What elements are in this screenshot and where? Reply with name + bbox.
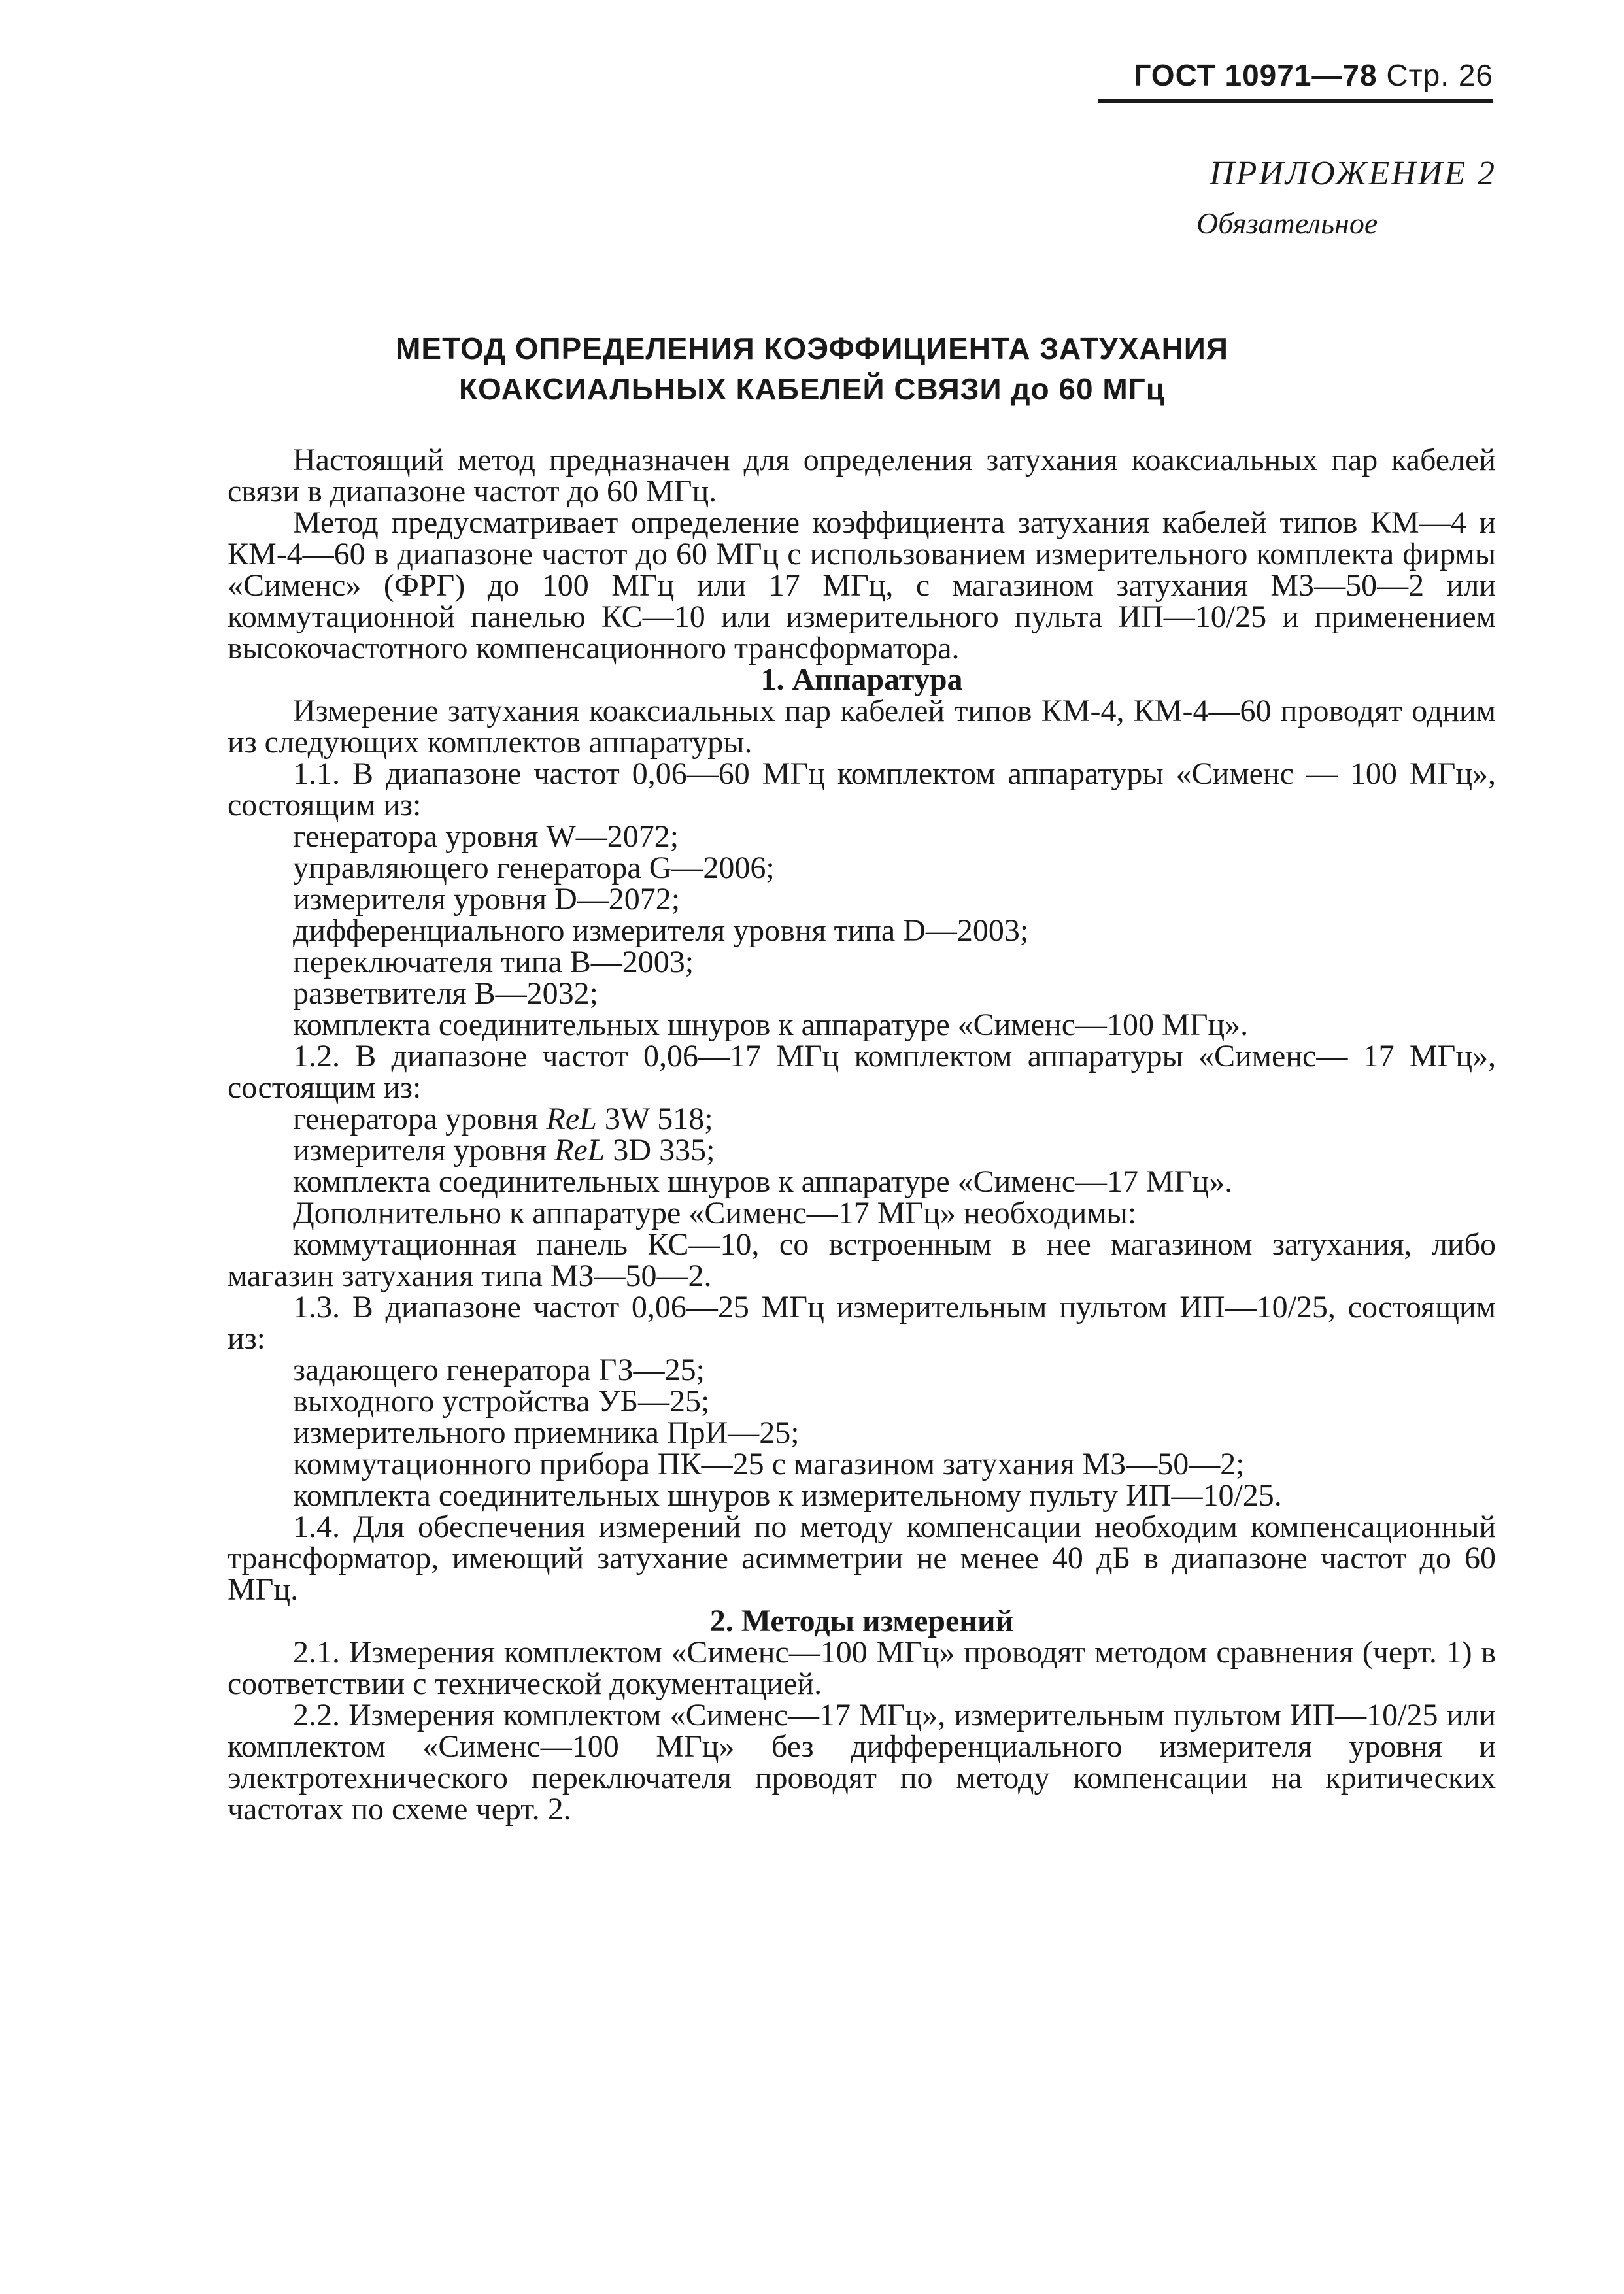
list-item: генератора уровня W—2072; [293,819,679,854]
list-item-text: генератора уровня [293,1102,547,1136]
list-item: переключателя типа В—2003; [293,945,694,979]
document-body [228,445,1496,1825]
list-item: разветвителя В—2032; [293,976,598,1011]
section-1-intro: Измерение затухания коаксиальных пар кабелей типов КМ-4, КМ-4—60 проводят одним из следующих комплектов аппаратуры. [228,694,1496,760]
additional-equipment-note: Дополнительно к аппаратуре «Сименс—17 МГц» необходимы: [293,1196,1137,1230]
clause-1-1: 1.1. В диапазоне частот 0,06—60 МГц комплектом аппаратуры «Сименс — 100 МГц», состоящим из: [228,756,1496,822]
list-item [228,1104,1496,1135]
section-2-heading: 2. Методы измерений [709,1604,1014,1638]
page-number: Стр. 26 [1386,58,1493,92]
intro-paragraph-1: Настоящий метод предназначен для определения затухания коаксиальных пар кабелей связи в диапазоне частот до 60 МГц. [228,443,1496,509]
clause-1-2: 1.2. В диапазоне частот 0,06—17 МГц комплектом аппаратуры «Сименс— 17 МГц», состоящим из: [228,1039,1496,1105]
list-item: измерителя уровня D—2072; [293,882,681,917]
brand-abbrev: ReL [554,1133,605,1168]
header-rule [1098,99,1493,103]
brand-abbrev: ReL [546,1102,597,1136]
list-item: комплекта соединительных шнуров к аппаратуре «Сименс—100 МГц». [293,1007,1249,1042]
clause-1-4: 1.4. Для обеспечения измерений по методу компенсации необходим компенсационный трансформатор, имеющий затухание асимметрии не менее 40 дБ в диапазоне частот до 60 МГц. [228,1510,1496,1607]
list-item-text: измерителя уровня [293,1133,555,1168]
clause-1-3: 1.3. В диапазоне частот 0,06—25 МГц измерительным пультом ИП—10/25, состоящим из: [228,1290,1496,1356]
title-line-2: КОАКСИАЛЬНЫХ КАБЕЛЕЙ СВЯЗИ до 60 МГц [458,372,1166,406]
appendix-label: ПРИЛОЖЕНИЕ 2 [1210,155,1497,192]
list-item: коммутационного прибора ПК—25 с магазином затухания МЗ—50—2; [293,1447,1245,1481]
additional-equipment-item: коммутационная панель КС—10, со встроенным в нее магазином затухания, либо магазин затухания типа МЗ—50—2. [228,1227,1496,1293]
document-code: ГОСТ 10971—78 [1134,58,1378,92]
list-item: выходного устройства УБ—25; [293,1384,710,1419]
appendix-status: Обязательное [1196,207,1378,240]
list-item-text: 3W 518; [596,1102,713,1136]
list-item: измерительного приемника ПрИ—25; [293,1415,800,1450]
document-title [0,328,1624,409]
intro-paragraph-2: Метод предусматривает определение коэффициента затухания кабелей типов КМ—4 и КМ-4—60 в диапазоне частот до 60 МГц с использованием измерительного комплекта фирмы «Сименс» (ФРГ) до 100 МГц или 17 МГц, с магазином затухания МЗ—50—2 или коммутационной панелью КС—10 или измерительного пульта ИП—10/25 и применением высокочастотного компенсационного трансформатора. [228,505,1496,666]
clause-2-2: 2.2. Измерения комплектом «Сименс—17 МГц», измерительным пультом ИП—10/25 или комплектом «Сименс—100 МГц» без дифференциального измерителя уровня и электротехнического переключателя проводят по методу компенсации на критических частотах по схеме черт. 2. [228,1698,1496,1827]
page-header [1134,58,1493,93]
list-item: комплекта соединительных шнуров к измерительному пульту ИП—10/25. [293,1478,1282,1513]
list-item: управляющего генератора G—2006; [293,851,775,885]
list-item: задающего генератора ГЗ—25; [293,1353,705,1387]
title-line-1: МЕТОД ОПРЕДЕЛЕНИЯ КОЭФФИЦИЕНТА ЗАТУХАНИЯ [396,331,1228,365]
clause-2-1: 2.1. Измерения комплектом «Сименс—100 МГц» проводят методом сравнения (черт. 1) в соответствии с технической документацией. [228,1635,1496,1701]
section-1-heading: 1. Аппаратура [760,662,963,697]
list-item: комплекта соединительных шнуров к аппаратуре «Сименс—17 МГц». [293,1164,1233,1199]
list-item [228,1135,1496,1166]
list-item-text: 3D 335; [605,1133,715,1168]
list-item: дифференциального измерителя уровня типа D—2003; [293,913,1029,948]
